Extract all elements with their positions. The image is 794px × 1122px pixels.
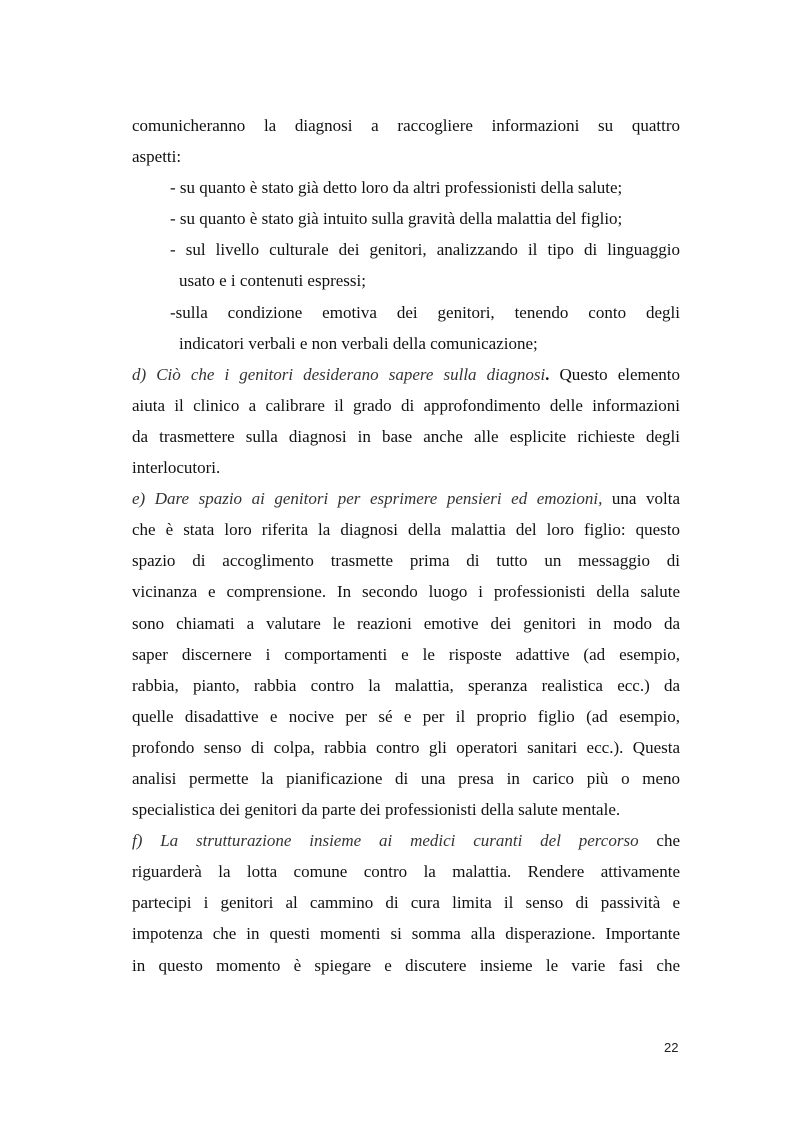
item-e-heading-line [132,483,680,514]
text-line: comunicheranno la diagnosi a raccogliere informazioni su quattro [132,116,680,135]
text-line: sono chiamati a valutare le reazioni emotive dei genitori in modo da [132,613,680,633]
text-line: in questo momento è spiegare e discutere insieme le varie fasi che [132,955,680,975]
item-e-text: una volta [602,489,680,509]
item-f-title: f) La strutturazione insieme ai medici curanti del percorso [132,831,639,851]
list-item: - su quanto è stato già intuito sulla gravità della malattia del figlio; [170,209,623,229]
text-line: aiuta il clinico a calibrare il grado di approfondimento delle informazioni [132,395,680,415]
text-line: profondo senso di colpa, rabbia contro gli operatori sanitari ecc.). Questa [132,737,680,757]
item-d-heading-line [132,359,680,390]
item-d-period: . [545,364,550,384]
list-item-continuation: indicatori verbali e non verbali della comunicazione; [179,333,538,353]
item-e-title: e) Dare spazio ai genitori per esprimere pensieri ed emozioni, [132,489,603,509]
text-line: saper discernere i comportamenti e le risposte adattive (ad esempio, [132,644,680,664]
text-line: rabbia, pianto, rabbia contro la malattia, speranza realistica ecc.) da [132,675,680,695]
text-line: vicinanza e comprensione. In secondo luogo i professionisti della salute [132,582,680,602]
item-d-title: d) Ciò che i genitori desiderano sapere sulla diagnosi [132,364,546,384]
text-line: analisi permette la pianificazione di una presa in carico più o meno [132,768,680,788]
text-line: da trasmettere sulla diagnosi in base anche alle esplicite richieste degli [132,426,680,446]
text-line: riguarderà la lotta comune contro la malattia. Rendere attivamente [132,862,680,882]
text-line: spazio di accoglimento trasmette prima di tutto un messaggio di [132,551,680,571]
list-item: - su quanto è stato già detto loro da altri professionisti della salute; [170,178,623,198]
page-number: 22 [664,1040,679,1055]
text-line: partecipi i genitori al cammino di cura limita il senso di passività e [132,893,680,913]
text-line: impotenza che in questi momenti si somma alla disperazione. Importante [132,924,680,944]
item-d-text: Questo elemento [549,364,680,384]
text-line: specialistica dei genitori da parte dei professionisti della salute mentale. [132,800,621,820]
text-line: interlocutori. [132,458,221,478]
list-item-continuation: usato e i contenuti espressi; [179,271,366,291]
item-f-heading-line [132,825,680,856]
text-line: che è stata loro riferita la diagnosi della malattia del loro figlio: questo [132,520,680,540]
body-text [132,110,680,981]
list-item: - sul livello culturale dei genitori, analizzando il tipo di linguaggio [170,240,680,260]
text-line: quelle disadattive e nocive per sé e per il proprio figlio (ad esempio, [132,706,680,726]
text-line: aspetti: [132,147,182,167]
item-f-text: che [638,831,681,851]
list-item: -sulla condizione emotiva dei genitori, tenendo conto degli [170,302,680,322]
